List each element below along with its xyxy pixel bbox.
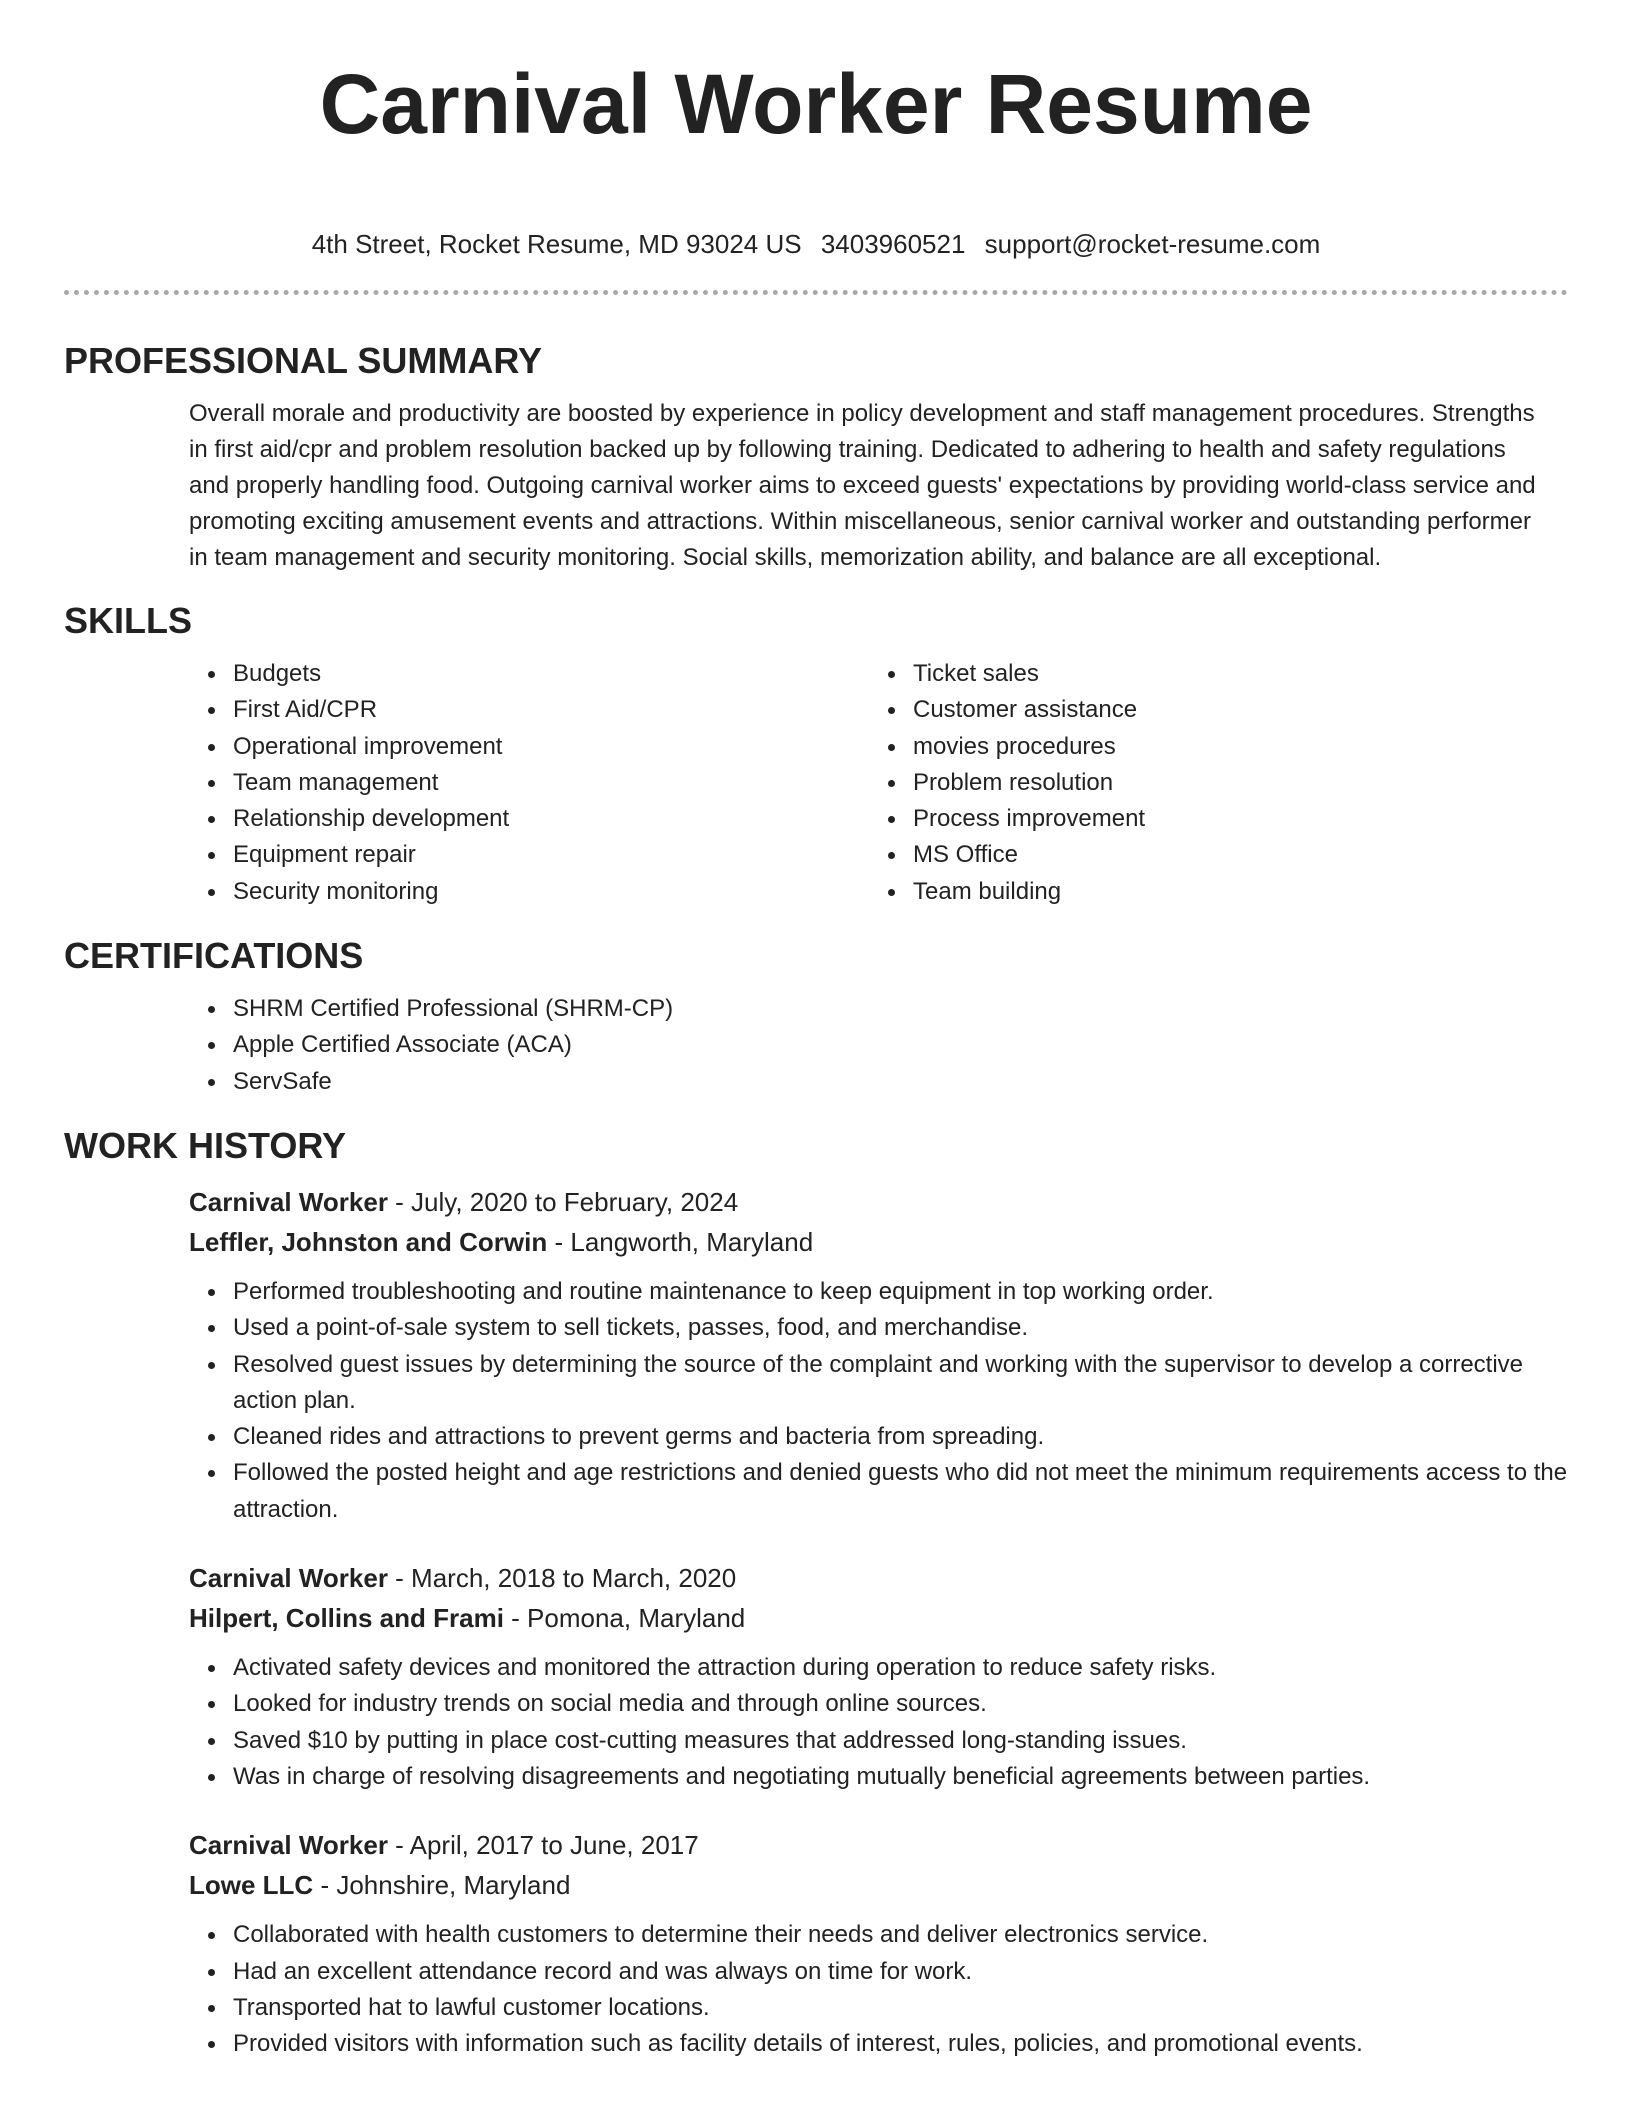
summary-heading: PROFESSIONAL SUMMARY — [64, 340, 543, 381]
work-history-heading: WORK HISTORY — [64, 1124, 347, 1166]
skill-item: First Aid/CPR — [233, 692, 869, 728]
job-entry — [189, 1558, 1568, 1795]
job-bullet: Used a point-of-sale system to sell tickets, passes, food, and merchandise. — [233, 1310, 1568, 1346]
skill-item: movies procedures — [913, 729, 1549, 765]
job-dates: - April, 2017 to June, 2017 — [387, 1830, 699, 1861]
certifications-block — [189, 991, 1568, 1100]
job-title-line — [189, 1182, 1568, 1222]
job-bullet: Transported hat to lawful customer locations. — [233, 1990, 1568, 2026]
job-bullet: Provided visitors with information such as facility details of interest, rules, policies, and promotional events. — [233, 2026, 1568, 2062]
skill-item: MS Office — [913, 837, 1549, 873]
job-company: Hilpert, Collins and Frami — [189, 1603, 504, 1634]
certification-item: Apple Certified Associate (ACA) — [233, 1027, 1568, 1063]
skill-item: Equipment repair — [233, 837, 869, 873]
job-bullet: Activated safety devices and monitored the attraction during operation to reduce safety risks. — [233, 1650, 1568, 1686]
job-company-line — [189, 1865, 1568, 1905]
certifications-list — [189, 991, 1568, 1100]
skills-column-right — [869, 656, 1549, 910]
skill-item: Team management — [233, 765, 869, 801]
skill-item: Operational improvement — [233, 729, 869, 765]
skills-list-left — [189, 656, 869, 910]
resume-title: Carnival Worker Resume — [319, 57, 1313, 151]
skill-item: Team building — [913, 874, 1549, 910]
job-location: - Johnshire, Maryland — [313, 1870, 571, 1901]
job-entry — [189, 1182, 1568, 1528]
summary-text: Overall morale and productivity are boosted by experience in policy development and staff management procedures. Strengths in first aid/cpr and problem resolution backed up by following training. Dedicated to adhering to health and safety regulations and properly handling food. Outgoing carnival worker aims to exceed guests' expectations by providing world-class service and promoting exciting amusement events and attractions. Within miscellaneous, senior carnival worker and outstanding performer in team management and security monitoring. Social skills, memorization ability, and balance are all exceptional. — [189, 400, 1536, 571]
job-company: Lowe LLC — [189, 1870, 314, 1901]
certification-item: SHRM Certified Professional (SHRM-CP) — [233, 991, 1568, 1027]
job-company: Leffler, Johnston and Corwin — [189, 1226, 548, 1257]
job-bullet: Saved $10 by putting in place cost-cutting measures that addressed long-standing issues. — [233, 1723, 1568, 1759]
skills-grid — [189, 656, 1568, 910]
job-title: Carnival Worker — [189, 1830, 388, 1861]
job-bullet: Performed troubleshooting and routine maintenance to keep equipment in top working order. — [233, 1274, 1568, 1310]
skills-heading: SKILLS — [64, 600, 193, 641]
job-bullets — [189, 1274, 1568, 1528]
skills-column-left — [189, 656, 869, 910]
job-bullet: Looked for industry trends on social media and through online sources. — [233, 1686, 1568, 1722]
contact-line — [64, 228, 1568, 260]
certification-item: ServSafe — [233, 1064, 1568, 1100]
job-company-line — [189, 1222, 1568, 1262]
job-bullet: Cleaned rides and attractions to prevent germs and bacteria from spreading. — [233, 1419, 1568, 1455]
skill-item: Budgets — [233, 656, 869, 692]
job-bullet: Was in charge of resolving disagreements and negotiating mutually beneficial agreements between parties. — [233, 1759, 1568, 1795]
contact-phone: 3403960521 — [820, 229, 966, 259]
header-divider — [64, 290, 1568, 295]
job-bullet: Collaborated with health customers to determine their needs and deliver electronics service. — [233, 1917, 1568, 1953]
job-title: Carnival Worker — [189, 1186, 388, 1217]
job-entry — [189, 1825, 1568, 2062]
job-bullet: Followed the posted height and age restrictions and denied guests who did not meet the minimum requirements access to the attraction. — [233, 1455, 1568, 1528]
job-dates: - July, 2020 to February, 2024 — [387, 1186, 739, 1217]
job-title: Carnival Worker — [189, 1563, 388, 1594]
job-title-line — [189, 1558, 1568, 1598]
contact-address: 4th Street, Rocket Resume, MD 93024 US — [311, 229, 802, 259]
certifications-heading: CERTIFICATIONS — [64, 935, 364, 977]
skill-item: Security monitoring — [233, 874, 869, 910]
job-bullets — [189, 1650, 1568, 1795]
skills-list-right — [869, 656, 1549, 910]
job-bullet: Resolved guest issues by determining the source of the complaint and working with the supervisor to develop a corrective action plan. — [233, 1347, 1568, 1420]
job-company-line — [189, 1598, 1568, 1638]
job-bullet: Had an excellent attendance record and was always on time for work. — [233, 1954, 1568, 1990]
job-location: - Pomona, Maryland — [503, 1603, 746, 1634]
job-title-line — [189, 1825, 1568, 1865]
job-bullets — [189, 1917, 1568, 2062]
job-dates: - March, 2018 to March, 2020 — [387, 1563, 737, 1594]
skill-item: Relationship development — [233, 801, 869, 837]
skill-item: Customer assistance — [913, 692, 1549, 728]
skill-item: Ticket sales — [913, 656, 1549, 692]
skill-item: Process improvement — [913, 801, 1549, 837]
job-location: - Langworth, Maryland — [547, 1226, 814, 1257]
skill-item: Problem resolution — [913, 765, 1549, 801]
contact-email: support@rocket-resume.com — [984, 229, 1321, 259]
